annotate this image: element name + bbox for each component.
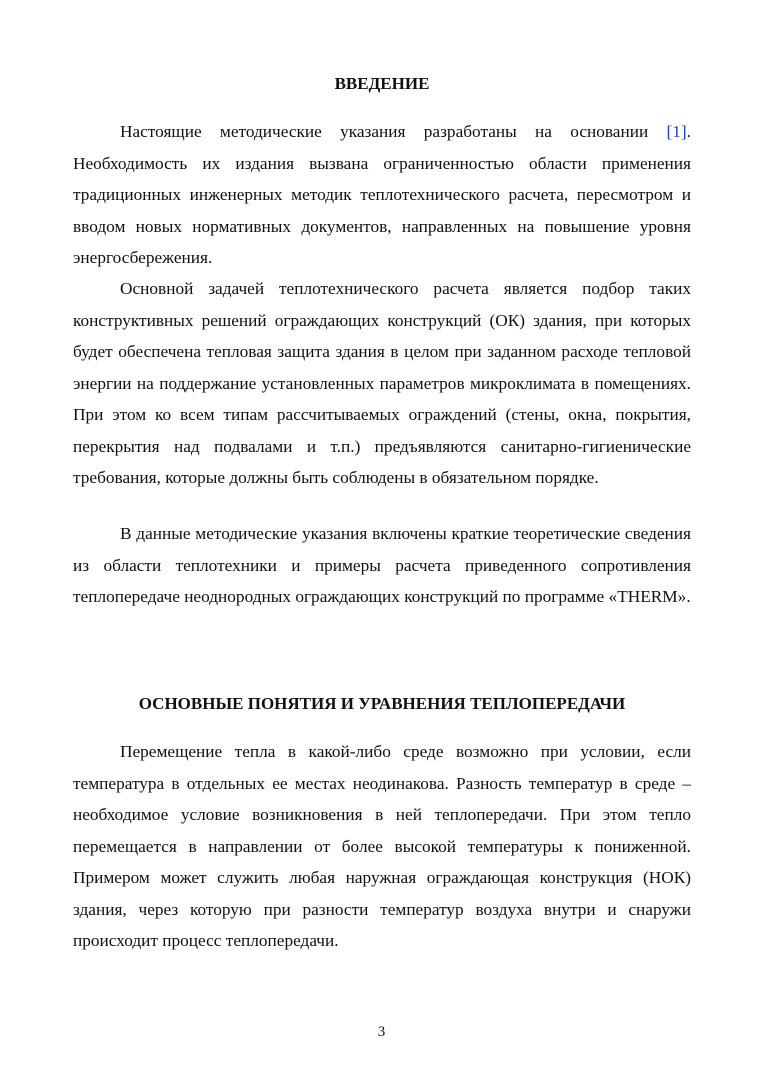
reference-link-1[interactable]: [1] [666, 122, 687, 141]
intro-paragraph-2: Основной задачей теплотехнического расчета является подбор таких конструктивных решений ограждающих конструкций (ОК) здания, при которых будет обеспечена тепловая защита здания в целом при заданном расходе тепловой энергии на поддержание установленных параметров микроклимата в помещениях. При этом ко всем типам рассчитываемых ограждений (стены, окна, покрытия, перекрытия над подвалами и т.п.) предъявляются санитарно-гигиенические требования, которые должны быть соблюдены в обязательном порядке. [73, 279, 691, 487]
section-title-basic-concepts: ОСНОВНЫЕ ПОНЯТИЯ И УРАВНЕНИЯ ТЕПЛОПЕРЕДАЧИ [138, 694, 626, 713]
concepts-paragraph-1: Перемещение тепла в какой-либо среде возможно при условии, если температура в отдельных ее местах неодинакова. Разность температур в среде – необходимое условие возникновения в ней теплопередачи. При этом тепло перемещается в направлении от более высокой температуры к пониженной. Примером может служить любая наружная ограждающая конструкция (НОК) здания, через которую при разности температур воздуха внутри и снаружи происходит процесс теплопередачи. [73, 742, 691, 950]
intro-paragraph-1-text-after: . Необходимость их издания вызвана ограниченностью области применения традиционных инженерных методик теплотехнического расчета, пересмотром и вводом новых нормативных документов, направленных на повышение уровня энергосбережения. [73, 122, 691, 267]
page-number: 3 [377, 1024, 386, 1040]
section-title-introduction: ВВЕДЕНИЕ [334, 74, 430, 93]
intro-paragraph-1-text-before: Настоящие методические указания разработаны на основании [120, 122, 667, 141]
intro-paragraph-1 [73, 116, 691, 274]
intro-paragraph-3: В данные методические указания включены краткие теоретические сведения из области теплотехники и примеры расчета приведенного сопротивления теплопередаче неоднородных ограждающих конструкций по программе «THERM». [73, 524, 691, 606]
